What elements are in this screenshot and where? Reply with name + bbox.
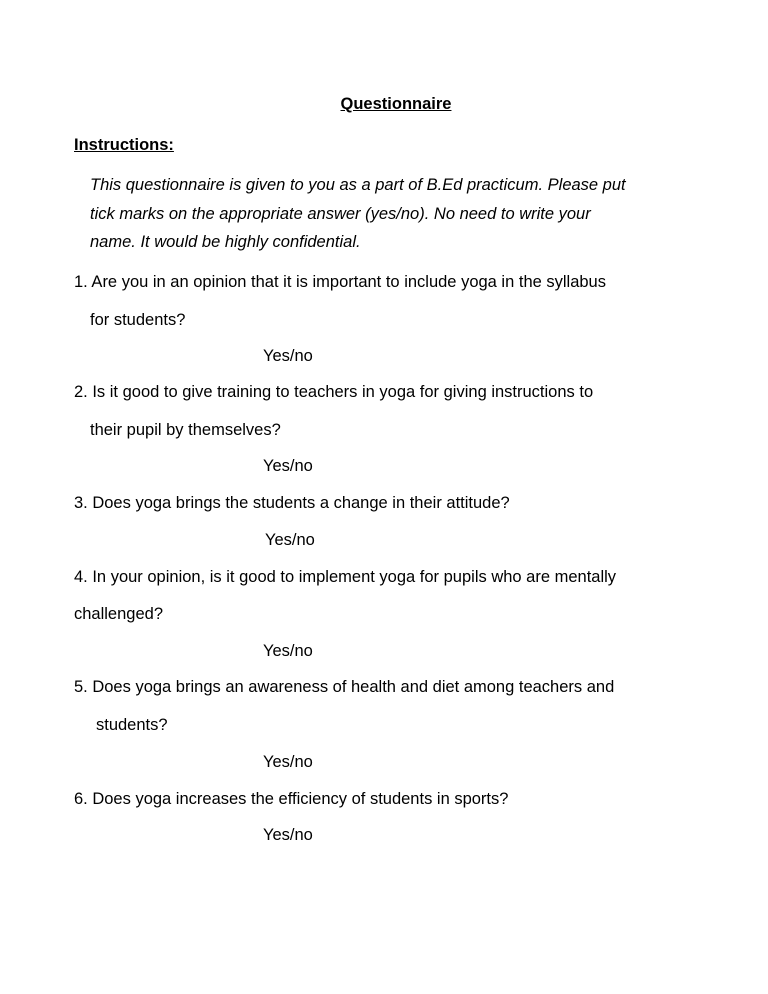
question-3-answer-option[interactable]: Yes/no <box>265 531 315 549</box>
question-5-text: 5. Does yoga brings an awareness of health and diet among teachers and <box>74 678 615 696</box>
instructions-line: This questionnaire is given to you as a part of B.Ed practicum. Please put <box>90 176 626 194</box>
question-4-text: 4. In your opinion, is it good to implement yoga for pupils who are mentally <box>74 568 617 586</box>
question-5-answer-option[interactable]: Yes/no <box>263 753 313 771</box>
instructions-line: tick marks on the appropriate answer (yes/no). No need to write your <box>90 205 591 223</box>
page-title: Questionnaire <box>340 95 452 113</box>
question-5-text-continued: students? <box>96 716 168 734</box>
question-1-text: 1. Are you in an opinion that it is important to include yoga in the syllabus <box>74 273 606 291</box>
instructions-heading: Instructions: <box>74 136 174 154</box>
instructions-line: name. It would be highly confidential. <box>90 233 361 251</box>
question-1-answer-option[interactable]: Yes/no <box>263 347 313 365</box>
question-2-answer-option[interactable]: Yes/no <box>263 457 313 475</box>
question-3-text: 3. Does yoga brings the students a change in their attitude? <box>74 494 510 512</box>
question-6-answer-option[interactable]: Yes/no <box>263 826 313 844</box>
question-2-text: 2. Is it good to give training to teachers in yoga for giving instructions to <box>74 383 594 401</box>
question-4-text-continued: challenged? <box>74 605 163 623</box>
question-4-answer-option[interactable]: Yes/no <box>263 642 313 660</box>
question-6-text: 6. Does yoga increases the efficiency of students in sports? <box>74 790 509 808</box>
question-1-text-continued: for students? <box>90 311 186 329</box>
question-2-text-continued: their pupil by themselves? <box>90 421 281 439</box>
